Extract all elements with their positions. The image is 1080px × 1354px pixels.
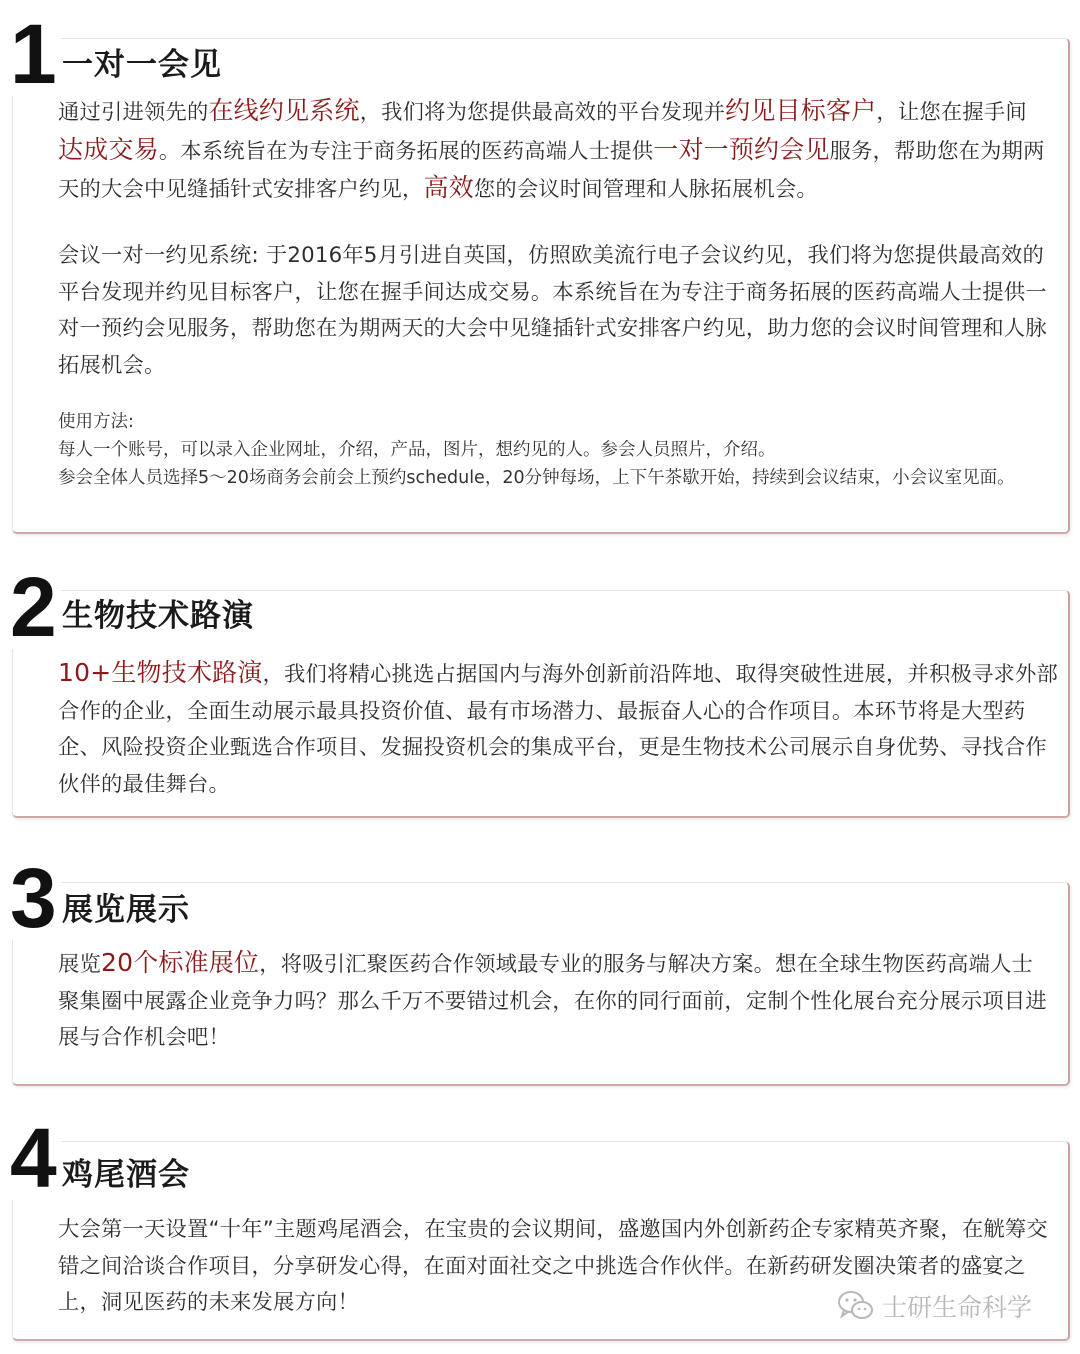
usage-line-2: 参会全体人员选择5～20场商务会前会上预约schedule，20分钟每场，上下午茶歇开始，持续到会议结束，小会议室见面。 [58,468,1015,488]
highlight-target-clients: 约见目标客户 [725,96,877,125]
section-number-3: 3 [10,856,61,940]
text-run: 。本系统旨在为专注于商务拓展的医药高端人士提供 [158,138,654,164]
section-1-paragraph-1 [58,93,1048,209]
section-title-3: 展览展示 [62,890,198,930]
text-run: ，我们将为您提供最高效的平台发现并 [359,100,726,125]
text-run: 通过引进领先的 [58,100,209,125]
highlight-one-on-one: 一对一预约会见 [653,134,830,164]
usage-title: 使用方法: [58,412,134,432]
text-run: ，让您在握手间 [876,100,1027,125]
usage-line-1: 每人一个账号，可以录入企业网址，介绍，产品，图片，想约见的人。参会人员照片，介绍。 [58,440,776,460]
text-run: 您的会议时间管理和人脉拓展机会。 [473,177,818,202]
section-number-2: 2 [10,565,61,649]
highlight-roadshow: 10+生物技术路演 [58,658,263,687]
text-run: 展览 [58,952,101,977]
highlight-efficient: 高效 [423,173,474,202]
section-number-4: 4 [10,1116,61,1200]
highlight-booths: 20个标准展位 [101,948,260,977]
section-1-paragraph-2: 会议一对一约见系统: 于2016年5月引进自英国，仿照欧美流行电子会议约见，我们将为您提供最高效的平台发现并约见目标客户，让您在握手间达成交易。本系统旨在为专注于商务拓展的医药高端人士提供一对一预约会见服务，帮助您在为期两天的大会中见缝插针式安排客户约见，助力您的会议时间管理和人脉拓展机会。 [58,243,1047,378]
text-run: 服务，帮助您在为期两天的大会中见缝插针式安排客户约见， [58,138,1045,202]
section-2-paragraph [58,655,1068,803]
text-run: ，我们将精心挑选占据国内与海外创新前沿阵地、取得突破性进展，并积极寻求外部合作的企业，全面生动展示最具投资价值、最有市场潜力、最振奋人心的合作项目。本环节将是大型药企、风险投资企业甄选合作项目、发掘投资机会的集成平台，更是生物技术公司展示自身优势、寻找合作伙伴的最佳舞台。 [58,662,1058,797]
section-4-paragraph: 大会第一天设置“十年”主题鸡尾酒会，在宝贵的会议期间，盛邀国内外创新药企专家精英齐聚，在觥筹交错之间洽谈合作项目，分享研发心得，在面对面社交之中挑选合作伙伴。在新药研发圈决策者的盛宴之上，洞见医药的未来发展方向！ [58,1217,1048,1315]
section-title-1: 一对一会见 [62,45,230,85]
section-3-paragraph [58,945,1048,1057]
section-title-4: 鸡尾酒会 [62,1155,198,1195]
watermark-text: 士研生命科学 [882,1293,1033,1322]
section-title-2: 生物技术路演 [62,596,262,636]
wechat-icon [836,1288,876,1324]
section-number-1: 1 [10,12,61,96]
watermark [836,1286,1032,1326]
text-run: ，将吸引汇聚医药合作领域最专业的服务与解决方案。想在全球生物医药高端人士聚集圈中展露企业竞争力吗？那么千万不要错过机会，在你的同行面前，定制个性化展台充分展示项目进展与合作机会吧！ [58,952,1047,1050]
highlight-online-booking: 在线约见系统 [208,96,360,125]
highlight-close-deal: 达成交易 [58,134,159,164]
